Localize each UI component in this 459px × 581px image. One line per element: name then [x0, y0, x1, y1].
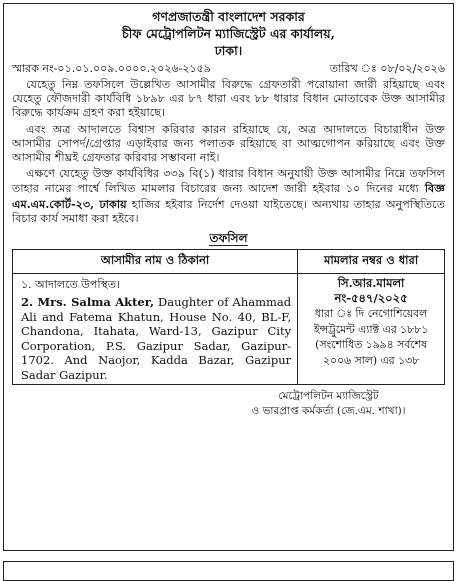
- schedule-row: [13, 274, 445, 385]
- case-cell: [298, 274, 445, 385]
- accused-item-2: [21, 295, 291, 382]
- court-name: বিজ্ঞ এম.এম.কোর্ট-২৩, ঢাকায়: [12, 181, 445, 211]
- court-notice: [3, 3, 454, 551]
- paragraph-3-end: হাজির হইবার নির্দেশ দেওয়া যাইতেছে। অন্যথায় তাহার অনুপস্থিতিতে বিচার কার্য সমাধা করা হইবে।: [12, 197, 445, 225]
- accused-item-1: ১. আদালতে উপস্থিত।: [21, 278, 120, 292]
- signature-line-2: ও ভারপ্রাপ্ত কর্মকর্তা (জে.এম. শাখা)।: [251, 405, 406, 418]
- paragraph-3-start: এক্ষণে যেহেতু উক্ত কার্যবিধির ৩৩৯ বি(১) ধারার বিধান অনুযায়ী উক্ত আসামীর নিম্নে তফসিল তাহার নামের পার্শ্বে লিখিত মামলার বিচারের জন্য আদেশ জারী হইবার ১০ দিনের মধ্যে: [12, 167, 445, 196]
- case-section: ধারা ঃ দি নেগোশিয়েবল ইন্সট্রুমেন্ট এ্যাক্ট এর ১৮৮১ (সংশোধিত ১৯৯৪ সর্বশেষ ২০০৬ সাল) এর ১৩৮: [314, 307, 429, 367]
- memo-row: [12, 61, 445, 76]
- schedule-table: [12, 249, 445, 385]
- accused-address: Daughter of Ahammad Ali and Fatema Khatun, House No. 40, BL-F, Chandona, Itahata, Ward-13, Gazipur City Corporation, P.S. Gazipur Sadar, Gazipur-1702. And Naojor, Kadda Bazar, Gazipur Sadar Gazipur.: [21, 295, 292, 382]
- signature-block: [212, 389, 445, 419]
- next-notice-border: [3, 561, 454, 581]
- schedule-title: তফসিল: [209, 231, 248, 246]
- signature-line-1: মেট্রোপলিটন ম্যাজিস্ট্রেট: [278, 390, 379, 403]
- government-title: গণপ্রজাতন্ত্রী বাংলাদেশ সরকার: [152, 9, 305, 24]
- paragraph-2: এবং অত্র আদালতে বিশ্বাস করিবার কারন রহিয়াছে যে, অত্র আদালতে বিচারাধীন উক্ত আসামীর সোপর্দ/গ্রেপ্তার এড়াইবার জন্য পলাতক রহিয়াছে বা আত্মগোপন করিয়াছে এবং উক্ত আসামীর শীঘ্রই গ্রেফতার করিবার সম্ভাবনা নাই।: [12, 122, 445, 165]
- accused-cell: [13, 274, 298, 385]
- office-title: চীফ মেট্রোপলিটন ম্যাজিস্ট্রেট এর কার্যালয়,: [122, 26, 335, 41]
- accused-column-header: আসামীর নাম ও ঠিকানা: [13, 250, 298, 274]
- schedule-header-row: [13, 250, 445, 274]
- case-number: সি.আর.মামলা নং-৫৪৭/২০২৫: [334, 276, 408, 306]
- case-column-header: মামলার নম্বর ও ধারা: [298, 250, 445, 274]
- memo-number: স্মারক নং-০১.০১.০০৯.০০০০.২০২৬-২১৫৯: [12, 62, 211, 75]
- city-title: ঢাকা।: [214, 43, 243, 58]
- paragraph-1: যেহেতু নিম্ন তফসিলে উল্লেখিত আসামীর বিরুদ্ধে গ্রেফতারী পরোয়ানা জারী রহিয়াছে এবং যেহেতু ফৌজদারী কার্যবিধি ১৮৯৮ এর ৮৭ ধারা এবং ৮৮ ধারার বিধান মোতাবেক উক্ত আসামীর বিরুদ্ধে কার্যক্রম গ্রহণ করা হইয়াছে।: [12, 78, 445, 120]
- paragraph-3: [12, 167, 445, 226]
- accused-name: 2. Mrs. Salma Akter,: [21, 295, 154, 310]
- memo-date: তারিখ ঃ ০৮/০২/২০২৬: [329, 62, 445, 75]
